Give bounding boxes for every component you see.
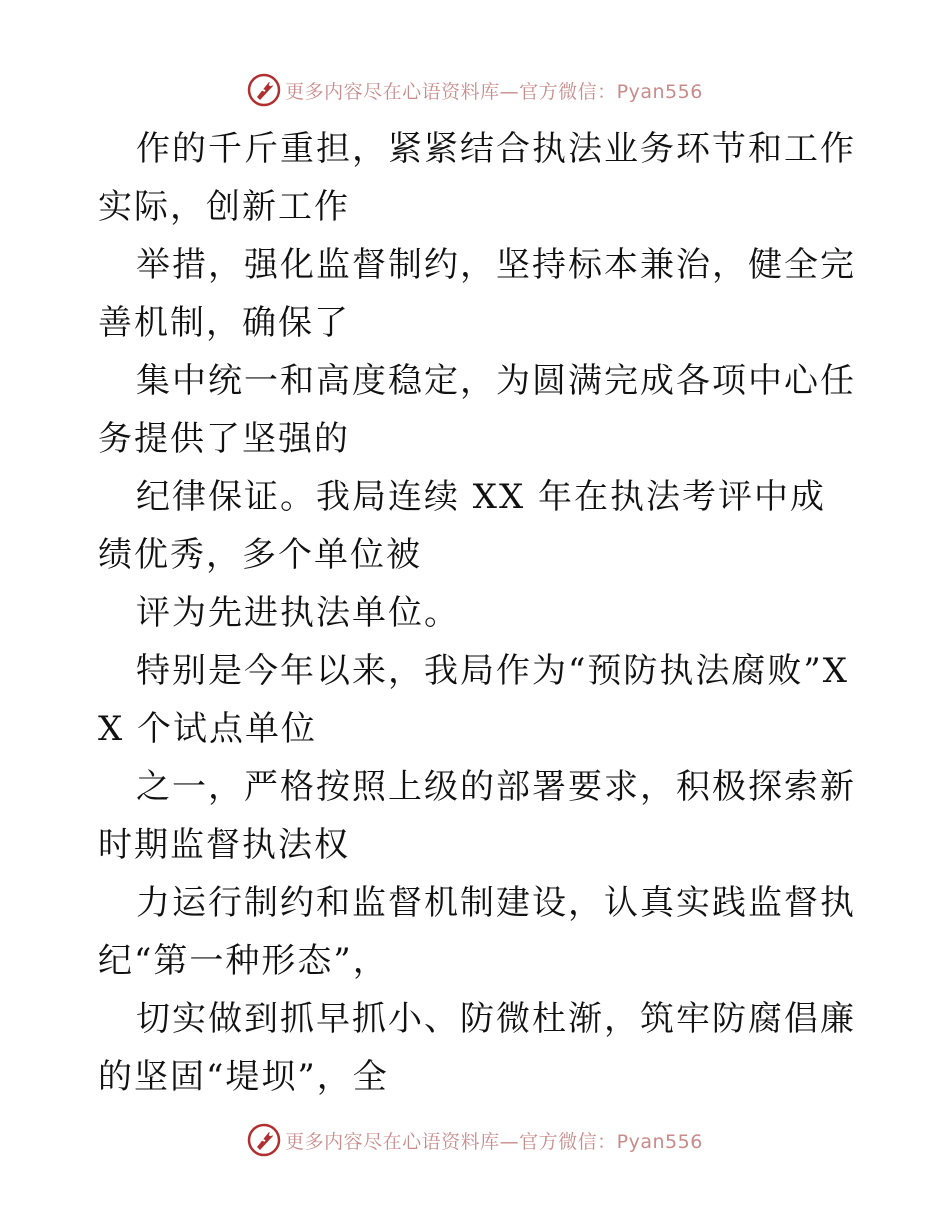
pen-nib-logo-icon <box>247 73 281 107</box>
banner-text: 更多内容尽在心语资料库—官方微信：Pyan556 <box>285 1130 703 1153</box>
paragraph-7: 之一，严格按照上级的部署要求，积极探索新时期监督执法权 <box>98 767 856 865</box>
banner-text: 更多内容尽在心语资料库—官方微信：Pyan556 <box>285 80 703 103</box>
paragraph-1: 作的千斤重担，紧紧结合执法业务环节和工作实际，创新工作 <box>98 129 856 227</box>
paragraph-6: 特别是今年以来，我局作为“预防执法腐败”XX 个试点单位 <box>98 651 849 749</box>
pen-nib-logo-icon <box>247 1123 281 1157</box>
document-body <box>98 120 858 1106</box>
footer-banner <box>0 1120 950 1160</box>
paragraph-5: 评为先进执法单位。 <box>136 593 460 633</box>
paragraph-3: 集中统一和高度稳定，为圆满完成各项中心任务提供了坚强的 <box>98 361 856 459</box>
header-banner <box>0 70 950 110</box>
paragraph-2: 举措，强化监督制约，坚持标本兼治，健全完善机制，确保了 <box>98 245 856 343</box>
paragraph-8: 力运行制约和监督机制建设，认真实践监督执纪“第一种形态”， <box>98 883 856 981</box>
paragraph-4: 纪律保证。我局连续 XX 年在执法考评中成绩优秀，多个单位被 <box>98 477 827 575</box>
paragraph-9: 切实做到抓早抓小、防微杜渐，筑牢防腐倡廉的坚固“堤坝”，全 <box>98 999 856 1097</box>
